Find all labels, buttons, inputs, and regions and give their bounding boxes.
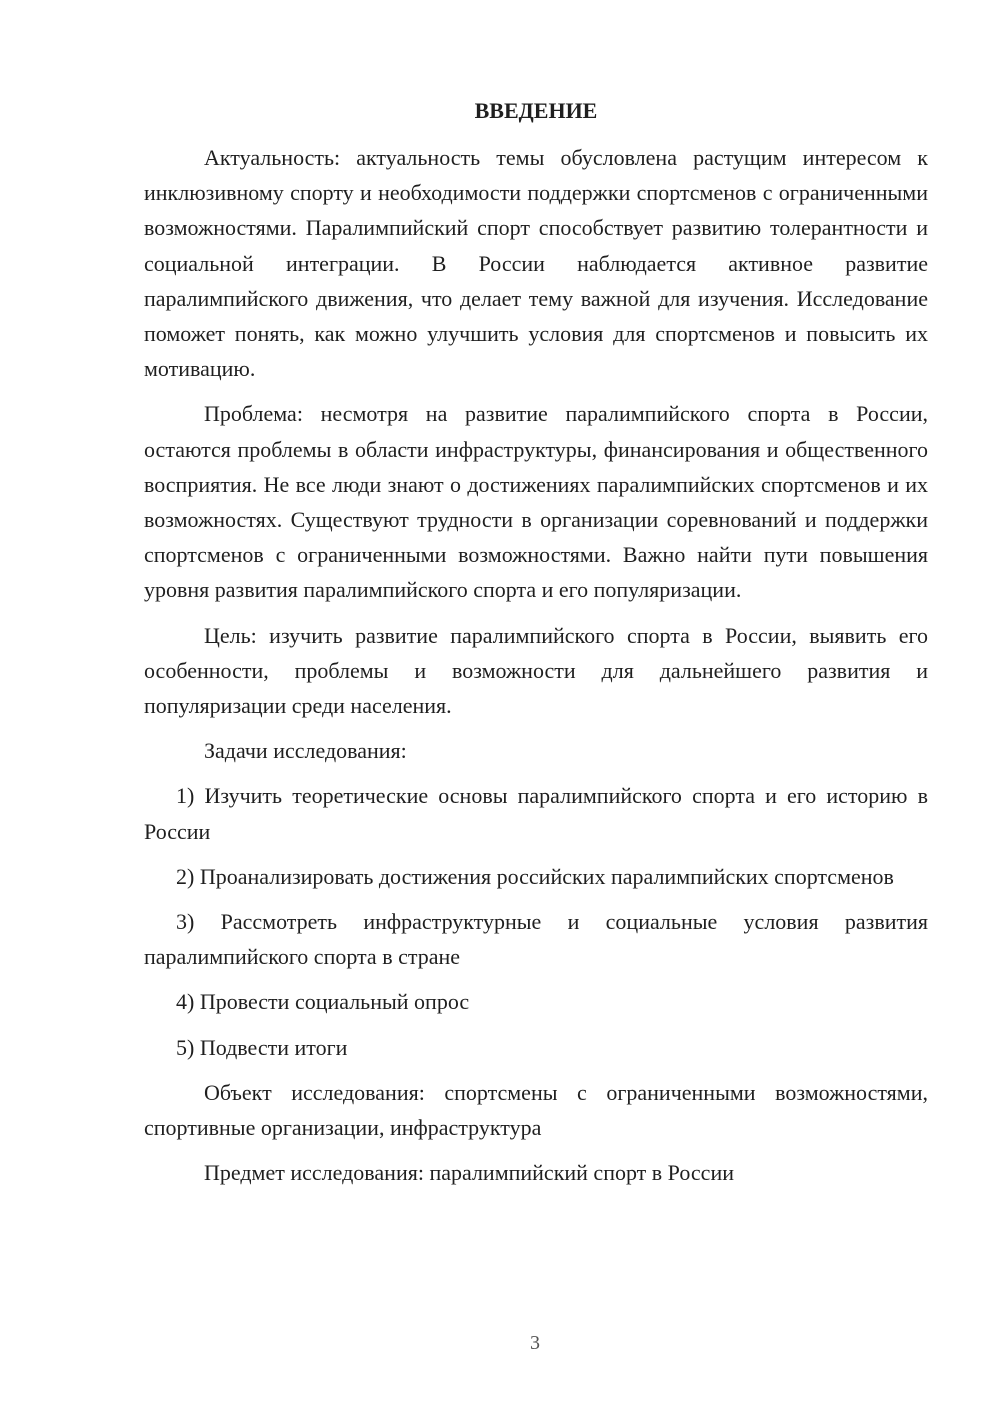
task-item-4: 4) Провести социальный опрос: [176, 989, 470, 1015]
document-body: [144, 96, 928, 1200]
problem-paragraph: Проблема: несмотря на развитие паралимпийского спорта в России, остаются проблемы в области инфраструктуры, финансирования и общественного восприятия. Не все люди знают о достижениях паралимпийских спортсменов и их возможностях. Существуют трудности в организации соревнований и поддержки спортсменов с ограниченными возможностями. Важно найти пути повышения уровня развития паралимпийского спорта и его популяризации.: [144, 401, 928, 603]
object-paragraph: Объект исследования: спортсмены с ограниченными возможностями, спортивные организации, инфраструктура: [144, 1079, 928, 1141]
subject-paragraph: Предмет исследования: паралимпийский спорт в России: [204, 1160, 734, 1186]
task-item-1: 1) Изучить теоретические основы паралимпийского спорта и его историю в России: [144, 783, 928, 844]
task-item-5: 5) Подвести итоги: [176, 1034, 348, 1060]
page-number: 3: [530, 1332, 540, 1354]
goal-paragraph: Цель: изучить развитие паралимпийского спорта в России, выявить его особенности, проблемы и возможности для дальнейшего развития и популяризации среди населения.: [144, 622, 928, 719]
task-item-3: 3) Рассмотреть инфраструктурные и социальные условия развития паралимпийского спорта в стране: [144, 909, 928, 970]
page-title: ВВЕДЕНИЕ: [474, 98, 598, 123]
tasks-heading: Задачи исследования:: [204, 738, 407, 764]
relevance-paragraph: Актуальность: актуальность темы обусловлена растущим интересом к инклюзивному спорту и необходимости поддержки спортсменов с ограниченными возможностями. Паралимпийский спорт способствует развитию толерантности и социальной интеграции. В России наблюдается активное развитие паралимпийского движения, что делает тему важной для изучения. Исследование поможет понять, как можно улучшить условия для спортсменов и повысить их мотивацию.: [144, 145, 928, 382]
task-item-2: 2) Проанализировать достижения российских паралимпийских спортсменов: [176, 863, 894, 889]
